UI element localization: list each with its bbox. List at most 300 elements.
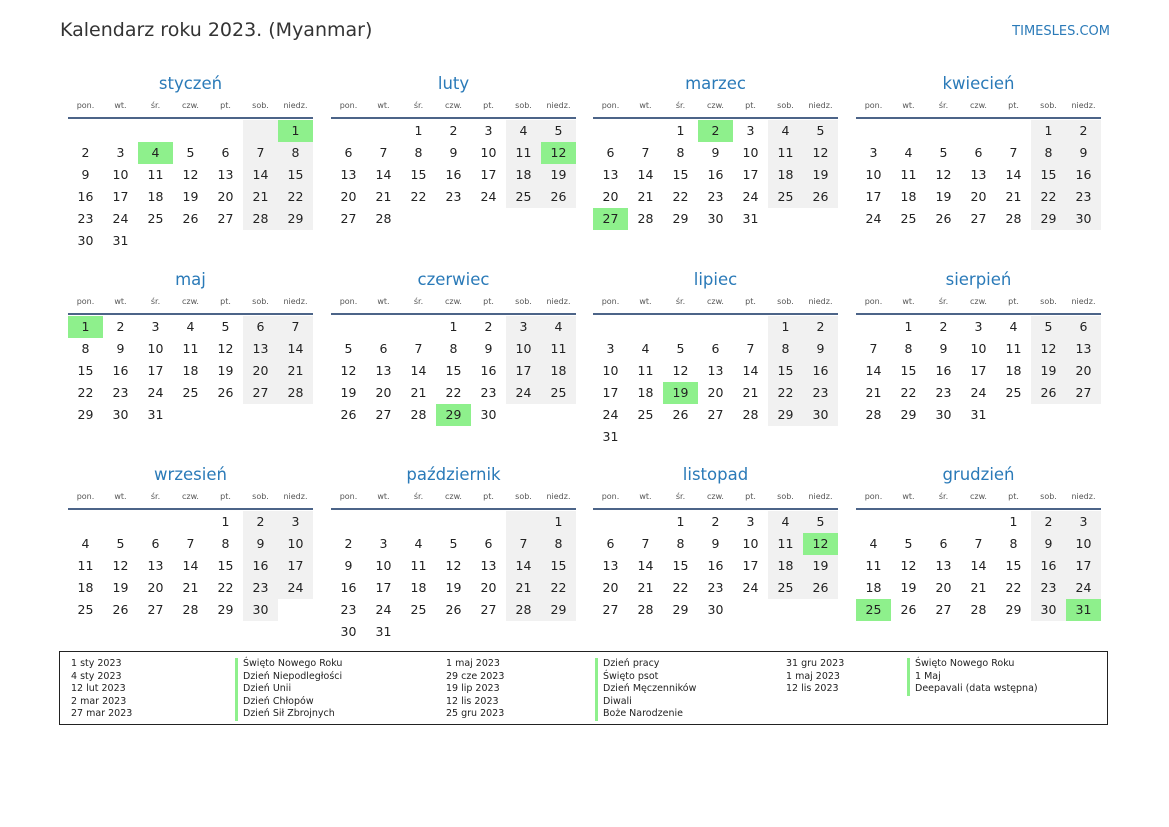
weekend-day-cell: 5 (541, 120, 576, 142)
day-cell: 4 (1009, 319, 1018, 334)
day-cell: 29 (672, 211, 689, 226)
day-cell: 22 (445, 385, 462, 400)
weekend-day-cell: 5 (1031, 316, 1066, 338)
day-cell: 1 (1009, 514, 1018, 529)
weekday-label: niedz. (1071, 297, 1096, 306)
weekday-label: śr. (150, 101, 161, 110)
day-cell: 2 (484, 319, 493, 334)
day-cell: 22 (1005, 580, 1022, 595)
day-cell: 14 (970, 558, 987, 573)
weekend-day-cell: 13 (243, 338, 278, 360)
day-cell: 15 (217, 558, 234, 573)
day-cell: 6 (606, 536, 615, 551)
day-grid (593, 511, 838, 621)
day-cell: 17 (742, 558, 759, 573)
weekday-label: niedz. (808, 492, 833, 501)
day-cell: 4 (641, 341, 650, 356)
weekend-day-cell: 27 (243, 382, 278, 404)
empty-day-cell (138, 511, 173, 533)
day-cell: 27 (480, 602, 497, 617)
day-cell: 21 (637, 189, 654, 204)
day-cell: 28 (742, 407, 759, 422)
empty-day-cell (506, 404, 541, 426)
day-cell: 12 (182, 167, 199, 182)
weekend-day-cell: 11 (768, 142, 803, 164)
empty-day-cell (103, 120, 138, 142)
holiday-day-cell: 31 (1066, 599, 1101, 621)
day-cell: 3 (746, 514, 755, 529)
weekday-label: pon. (864, 297, 883, 306)
day-cell: 6 (606, 145, 615, 160)
empty-day-cell (593, 120, 628, 142)
empty-day-cell (698, 316, 733, 338)
weekday-label: wt. (639, 492, 652, 501)
day-cell: 16 (77, 189, 94, 204)
day-cell: 4 (414, 536, 423, 551)
day-cell: 31 (742, 211, 759, 226)
empty-day-cell (138, 120, 173, 142)
holiday-date: 12 lis 2023 (446, 695, 499, 707)
day-cell: 11 (410, 558, 427, 573)
holiday-name: Dzień Chłopów (235, 696, 342, 709)
day-cell: 21 (970, 580, 987, 595)
header-rule (856, 313, 1101, 315)
day-cell: 4 (81, 536, 90, 551)
day-cell: 9 (81, 167, 90, 182)
weekend-day-cell: 26 (1031, 382, 1066, 404)
day-cell: 2 (449, 123, 458, 138)
empty-day-cell (243, 120, 278, 142)
month-10 (331, 464, 576, 643)
holiday-date: 1 sty 2023 (71, 658, 122, 669)
holiday-dates-col-2 (446, 658, 504, 721)
holiday-date: 12 lis 2023 (786, 683, 839, 695)
empty-day-cell (366, 511, 401, 533)
day-cell: 31 (147, 407, 164, 422)
empty-day-cell (803, 208, 838, 230)
empty-day-cell (208, 404, 243, 426)
day-cell: 24 (742, 189, 759, 204)
weekday-label: niedz. (1071, 101, 1096, 110)
weekend-day-cell: 3 (1066, 511, 1101, 533)
weekday-label: śr. (413, 297, 424, 306)
weekend-day-cell: 29 (1031, 208, 1066, 230)
month-name: grudzień (942, 465, 1015, 484)
day-cell: 22 (410, 189, 427, 204)
day-cell: 6 (939, 536, 948, 551)
weekend-day-cell: 30 (1066, 208, 1101, 230)
empty-day-cell (856, 120, 891, 142)
day-cell: 13 (602, 167, 619, 182)
weekday-label: sob. (252, 297, 269, 306)
weekend-day-cell: 18 (768, 555, 803, 577)
weekend-day-cell: 21 (506, 577, 541, 599)
day-cell: 12 (900, 558, 917, 573)
weekday-label: pt. (220, 297, 231, 306)
holiday-dates-col-1 (71, 658, 132, 721)
day-cell: 7 (379, 145, 388, 160)
day-cell: 10 (742, 536, 759, 551)
day-cell: 2 (116, 319, 125, 334)
weekend-day-cell: 7 (506, 533, 541, 555)
day-cell: 15 (410, 167, 427, 182)
day-cell: 14 (375, 167, 392, 182)
holiday-date: 2 mar 2023 (71, 695, 127, 707)
weekend-day-cell: 29 (768, 404, 803, 426)
day-cell: 17 (865, 189, 882, 204)
day-cell: 17 (112, 189, 129, 204)
day-cell: 31 (970, 407, 987, 422)
weekend-day-cell: 4 (506, 120, 541, 142)
empty-day-cell (628, 316, 663, 338)
day-cell: 26 (217, 385, 234, 400)
empty-day-cell (628, 426, 663, 448)
empty-day-cell (366, 120, 401, 142)
day-cell: 7 (414, 341, 423, 356)
day-cell: 11 (182, 341, 199, 356)
day-cell: 7 (746, 341, 755, 356)
day-cell: 16 (707, 167, 724, 182)
day-cell: 27 (970, 211, 987, 226)
weekday-label: wt. (377, 101, 390, 110)
weekend-day-cell: 21 (278, 360, 313, 382)
weekday-label: wt. (902, 101, 915, 110)
day-cell: 17 (147, 363, 164, 378)
weekday-header (856, 489, 1101, 505)
day-cell: 6 (151, 536, 160, 551)
month-6 (331, 269, 576, 426)
day-cell: 18 (410, 580, 427, 595)
weekend-day-cell: 2 (243, 511, 278, 533)
day-cell: 30 (935, 407, 952, 422)
day-cell: 17 (970, 363, 987, 378)
weekend-day-cell: 24 (278, 577, 313, 599)
empty-day-cell (628, 511, 663, 533)
day-cell: 10 (375, 558, 392, 573)
holiday-day-cell: 1 (68, 316, 103, 338)
day-cell: 25 (637, 407, 654, 422)
weekend-day-cell: 1 (541, 511, 576, 533)
weekend-day-cell: 25 (768, 186, 803, 208)
weekend-day-cell: 11 (506, 142, 541, 164)
day-cell: 13 (375, 363, 392, 378)
weekend-day-cell: 26 (803, 186, 838, 208)
weekend-day-cell: 28 (243, 208, 278, 230)
day-cell: 11 (637, 363, 654, 378)
weekend-day-cell: 12 (803, 142, 838, 164)
weekday-label: czw. (182, 297, 199, 306)
day-cell: 25 (900, 211, 917, 226)
day-cell: 10 (742, 145, 759, 160)
day-cell: 19 (182, 189, 199, 204)
month-1 (68, 73, 313, 252)
empty-day-cell (926, 120, 961, 142)
day-cell: 14 (1005, 167, 1022, 182)
day-cell: 9 (449, 145, 458, 160)
month-2 (331, 73, 576, 230)
weekend-day-cell: 19 (803, 555, 838, 577)
day-cell: 3 (974, 319, 983, 334)
weekend-day-cell: 22 (1031, 186, 1066, 208)
weekend-day-cell: 30 (243, 599, 278, 621)
weekend-day-cell: 24 (1066, 577, 1101, 599)
header-rule (68, 508, 313, 510)
weekday-label: sob. (777, 297, 794, 306)
day-cell: 12 (935, 167, 952, 182)
day-cell: 25 (410, 602, 427, 617)
weekday-label: śr. (938, 492, 949, 501)
holiday-name: Święto Nowego Roku (907, 658, 1038, 671)
weekend-day-cell: 8 (278, 142, 313, 164)
holiday-name: Dzień Sił Zbrojnych (235, 708, 342, 721)
day-cell: 7 (641, 536, 650, 551)
weekday-label: wt. (114, 101, 127, 110)
day-cell: 15 (672, 167, 689, 182)
weekend-day-cell: 5 (803, 511, 838, 533)
day-cell: 20 (217, 189, 234, 204)
weekend-day-cell: 23 (243, 577, 278, 599)
empty-day-cell (541, 208, 576, 230)
weekend-day-cell: 23 (1066, 186, 1101, 208)
day-cell: 1 (904, 319, 913, 334)
weekday-label: pon. (76, 101, 95, 110)
weekend-day-cell: 30 (803, 404, 838, 426)
day-cell: 11 (865, 558, 882, 573)
holiday-date: 1 maj 2023 (446, 658, 500, 669)
day-cell: 29 (672, 602, 689, 617)
day-cell: 10 (970, 341, 987, 356)
empty-day-cell (436, 208, 471, 230)
weekday-label: czw. (970, 492, 987, 501)
day-cell: 20 (970, 189, 987, 204)
day-cell: 15 (445, 363, 462, 378)
weekday-label: niedz. (546, 101, 571, 110)
header-rule (593, 508, 838, 510)
weekday-label: niedz. (283, 101, 308, 110)
empty-day-cell (541, 404, 576, 426)
header-rule (593, 313, 838, 315)
day-cell: 21 (410, 385, 427, 400)
weekend-day-cell: 28 (278, 382, 313, 404)
empty-day-cell (401, 316, 436, 338)
day-cell: 24 (602, 407, 619, 422)
day-cell: 11 (147, 167, 164, 182)
day-cell: 8 (676, 145, 685, 160)
day-cell: 28 (637, 211, 654, 226)
holiday-dates-col-3 (786, 658, 844, 696)
weekend-day-cell: 9 (803, 338, 838, 360)
weekend-day-cell: 11 (768, 533, 803, 555)
month-name: marzec (685, 74, 746, 93)
empty-day-cell (891, 511, 926, 533)
weekend-day-cell: 18 (541, 360, 576, 382)
day-cell: 5 (116, 536, 125, 551)
empty-day-cell (768, 599, 803, 621)
weekend-day-cell: 2 (1031, 511, 1066, 533)
day-cell: 26 (672, 407, 689, 422)
weekday-label: śr. (150, 492, 161, 501)
day-grid (593, 316, 838, 448)
weekday-label: sob. (515, 101, 532, 110)
empty-day-cell (366, 316, 401, 338)
day-cell: 24 (147, 385, 164, 400)
day-grid (856, 316, 1101, 426)
weekend-day-cell: 15 (278, 164, 313, 186)
empty-day-cell (1066, 404, 1101, 426)
weekday-label: sob. (1040, 297, 1057, 306)
holiday-date: 29 cze 2023 (446, 670, 505, 682)
weekend-day-cell: 18 (768, 164, 803, 186)
day-cell: 2 (81, 145, 90, 160)
empty-day-cell (593, 511, 628, 533)
weekday-label: sob. (1040, 101, 1057, 110)
day-cell: 21 (742, 385, 759, 400)
weekday-label: pt. (1008, 101, 1019, 110)
month-12 (856, 464, 1101, 621)
weekday-header (331, 294, 576, 310)
holiday-names-col-1 (235, 658, 342, 721)
day-cell: 16 (445, 167, 462, 182)
weekend-day-cell: 9 (243, 533, 278, 555)
day-cell: 27 (935, 602, 952, 617)
day-cell: 13 (935, 558, 952, 573)
day-cell: 6 (221, 145, 230, 160)
month-9 (68, 464, 313, 621)
weekend-day-cell: 26 (803, 577, 838, 599)
weekday-label: wt. (377, 492, 390, 501)
day-cell: 1 (449, 319, 458, 334)
weekend-day-cell: 3 (506, 316, 541, 338)
day-cell: 27 (707, 407, 724, 422)
day-cell: 30 (77, 233, 94, 248)
weekday-label: śr. (675, 492, 686, 501)
weekday-label: wt. (377, 297, 390, 306)
page-title: Kalendarz roku 2023. (Myanmar) (60, 19, 373, 41)
day-cell: 10 (602, 363, 619, 378)
weekday-label: pon. (864, 101, 883, 110)
weekend-day-cell: 14 (278, 338, 313, 360)
day-cell: 8 (449, 341, 458, 356)
day-grid (68, 316, 313, 426)
day-cell: 13 (480, 558, 497, 573)
weekend-day-cell: 24 (506, 382, 541, 404)
day-cell: 28 (865, 407, 882, 422)
day-cell: 23 (707, 189, 724, 204)
weekday-label: pon. (339, 297, 358, 306)
weekday-label: pon. (339, 492, 358, 501)
day-cell: 14 (865, 363, 882, 378)
weekend-day-cell: 2 (1066, 120, 1101, 142)
day-cell: 20 (707, 385, 724, 400)
day-cell: 16 (480, 363, 497, 378)
day-cell: 8 (676, 536, 685, 551)
day-cell: 26 (445, 602, 462, 617)
holiday-name: Boże Narodzenie (595, 708, 696, 721)
day-cell: 22 (77, 385, 94, 400)
day-cell: 18 (182, 363, 199, 378)
day-cell: 14 (637, 167, 654, 182)
weekday-label: czw. (707, 492, 724, 501)
weekday-label: niedz. (283, 297, 308, 306)
day-cell: 26 (900, 602, 917, 617)
day-cell: 3 (379, 536, 388, 551)
empty-day-cell (436, 511, 471, 533)
weekday-label: pt. (1008, 492, 1019, 501)
day-cell: 6 (974, 145, 983, 160)
empty-day-cell (663, 426, 698, 448)
empty-day-cell (173, 404, 208, 426)
day-cell: 3 (484, 123, 493, 138)
weekday-header (331, 489, 576, 505)
empty-day-cell (471, 511, 506, 533)
empty-day-cell (733, 316, 768, 338)
weekday-label: pt. (483, 101, 494, 110)
weekend-day-cell: 22 (768, 382, 803, 404)
day-cell: 11 (900, 167, 917, 182)
month-7 (593, 269, 838, 448)
weekend-day-cell: 12 (1031, 338, 1066, 360)
day-cell: 23 (77, 211, 94, 226)
empty-day-cell (663, 316, 698, 338)
empty-day-cell (278, 404, 313, 426)
empty-day-cell (961, 511, 996, 533)
weekday-label: śr. (413, 492, 424, 501)
weekend-day-cell: 6 (243, 316, 278, 338)
weekday-header (331, 98, 576, 114)
empty-day-cell (733, 426, 768, 448)
day-cell: 18 (147, 189, 164, 204)
month-name: lipiec (693, 270, 738, 289)
brand-link[interactable]: TIMESLES.COM (1012, 24, 1110, 39)
day-cell: 22 (672, 580, 689, 595)
weekday-label: czw. (445, 297, 462, 306)
weekend-day-cell: 16 (803, 360, 838, 382)
day-cell: 24 (742, 580, 759, 595)
empty-day-cell (68, 120, 103, 142)
holiday-name: Dzień Unii (235, 683, 342, 696)
day-cell: 7 (1009, 145, 1018, 160)
empty-day-cell (471, 208, 506, 230)
holiday-name: Święto psot (595, 671, 696, 684)
day-cell: 13 (602, 558, 619, 573)
weekend-day-cell: 18 (506, 164, 541, 186)
day-cell: 15 (1005, 558, 1022, 573)
day-cell: 20 (602, 189, 619, 204)
weekend-day-cell: 3 (278, 511, 313, 533)
weekend-day-cell: 6 (1066, 316, 1101, 338)
day-cell: 1 (414, 123, 423, 138)
weekend-day-cell: 13 (1066, 338, 1101, 360)
holiday-day-cell: 2 (698, 120, 733, 142)
weekend-day-cell: 8 (1031, 142, 1066, 164)
weekend-day-cell: 17 (278, 555, 313, 577)
weekday-label: pon. (339, 101, 358, 110)
day-cell: 21 (865, 385, 882, 400)
weekend-day-cell: 4 (768, 120, 803, 142)
empty-day-cell (471, 621, 506, 643)
day-cell: 14 (637, 558, 654, 573)
day-cell: 28 (637, 602, 654, 617)
empty-day-cell (401, 621, 436, 643)
empty-day-cell (996, 120, 1031, 142)
empty-day-cell (856, 316, 891, 338)
day-cell: 13 (970, 167, 987, 182)
weekday-label: czw. (707, 101, 724, 110)
weekend-day-cell: 10 (506, 338, 541, 360)
day-cell: 30 (707, 211, 724, 226)
weekday-label: czw. (970, 297, 987, 306)
weekend-day-cell: 16 (1031, 555, 1066, 577)
